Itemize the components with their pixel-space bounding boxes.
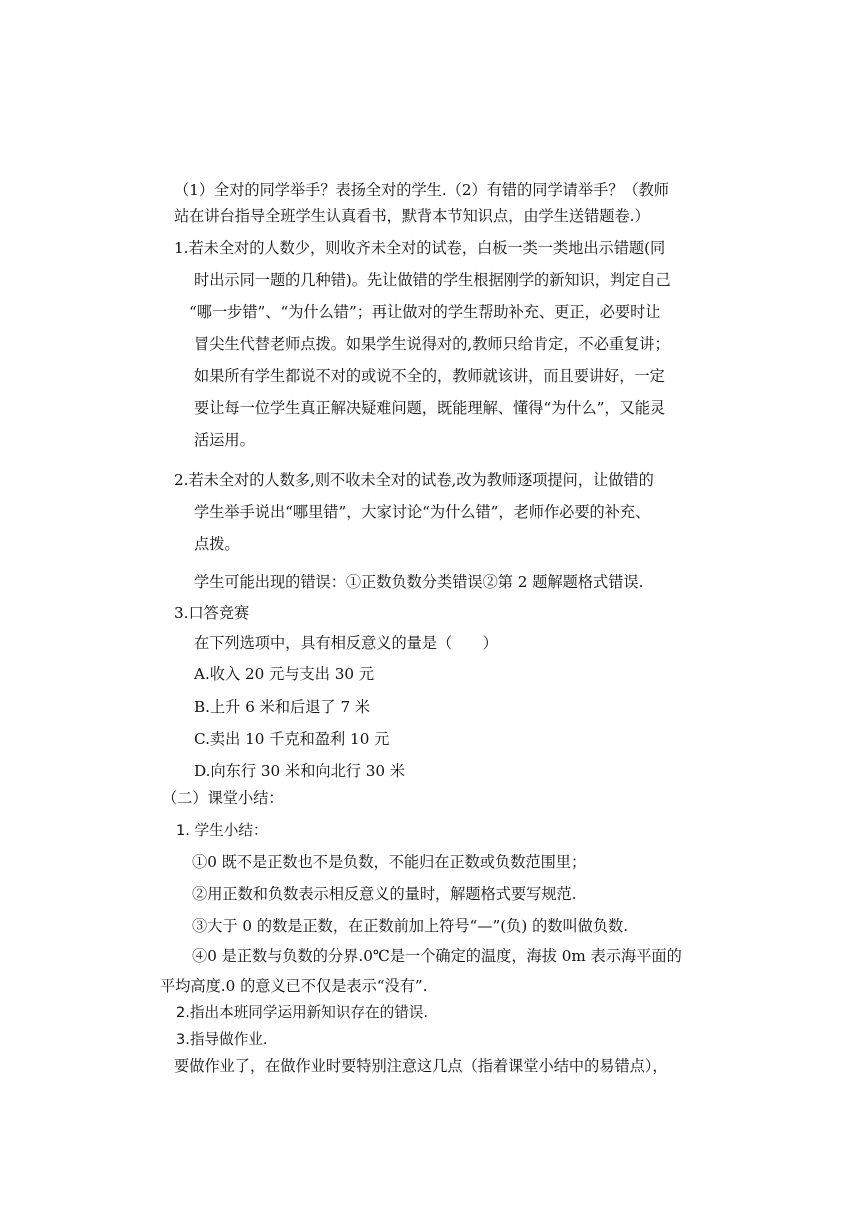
- item1-line2: 时出示同一题的几种错)。先让做错的学生根据刚学的新知识，判定自己: [194, 271, 671, 289]
- summary-sub1: 1. 学生小结：: [176, 822, 268, 839]
- summary-point4-cont: 平均高度.0 的意义已不仅是表示“没有”.: [160, 977, 428, 995]
- item2-line1: 2.若未全对的人数多,则不收未全对的试卷,改为教师逐项提问，让做错的: [174, 471, 654, 489]
- item3-heading: 3.口答竞赛: [174, 604, 250, 622]
- item3-question: 在下列选项中，具有相反意义的量是（ ）: [194, 634, 498, 652]
- option-a: A.收入 20 元与支出 30 元: [194, 665, 375, 683]
- item2-errors-line: 学生可能出现的错误：①正数负数分类错误②第 2 题解题格式错误.: [194, 573, 644, 591]
- option-c: C.卖出 10 千克和盈利 10 元: [194, 730, 390, 748]
- summary-sub3: 3.指导做作业.: [176, 1031, 268, 1048]
- item1-line3: “哪一步错”、“为什么错”；再让做对的学生帮助补充、更正，必要时让: [189, 303, 661, 321]
- item1-line6: 要让每一位学生真正解决疑难问题，既能理解、懂得“为什么”，又能灵: [194, 399, 666, 417]
- summary-point3: ③大于 0 的数是正数，在正数前加上符号“—”(负) 的数叫做负数.: [192, 917, 629, 935]
- summary-heading: （二）课堂小结：: [162, 789, 284, 807]
- option-d: D.向东行 30 米和向北行 30 米: [194, 762, 406, 780]
- item1-line7: 活运用。: [194, 431, 255, 449]
- item1-line1: 1.若未全对的人数少，则收齐未全对的试卷，白板一类一类地出示错题(同: [174, 239, 666, 257]
- summary-point2: ②用正数和负数表示相反意义的量时，解题格式要写规范.: [192, 885, 577, 903]
- para1-line1: （1）全对的同学举手？表扬全对的学生.（2）有错的同学请举手？（教师: [174, 181, 669, 199]
- summary-last-line: 要做作业了，在做作业时要特别注意这几点（指着课堂小结中的易错点），: [174, 1057, 668, 1075]
- item1-line4: 冒尖生代替老师点拨。如果学生说得对的,教师只给肯定，不必重复讲；: [194, 335, 670, 353]
- option-b: B.上升 6 米和后退了 7 米: [194, 698, 371, 716]
- summary-point1: ①0 既不是正数也不是负数，不能归在正数或负数范围里；: [192, 853, 587, 871]
- summary-point4: ④0 是正数与负数的分界.0℃是一个确定的温度，海拔 0m 表示海平面的: [192, 947, 682, 965]
- item2-line2: 学生举手说出“哪里错”，大家讨论“为什么错”，老师作必要的补充、: [194, 503, 651, 521]
- para1-line2: 站在讲台指导全班学生认真看书，默背本节知识点，由学生送错题卷.）: [174, 207, 650, 225]
- summary-sub2: 2.指出本班同学运用新知识存在的错误.: [176, 1004, 429, 1021]
- item2-line3: 点拨。: [194, 535, 240, 553]
- item1-line5: 如果所有学生都说不对的或说不全的，教师就该讲，而且要讲好，一定: [194, 367, 665, 385]
